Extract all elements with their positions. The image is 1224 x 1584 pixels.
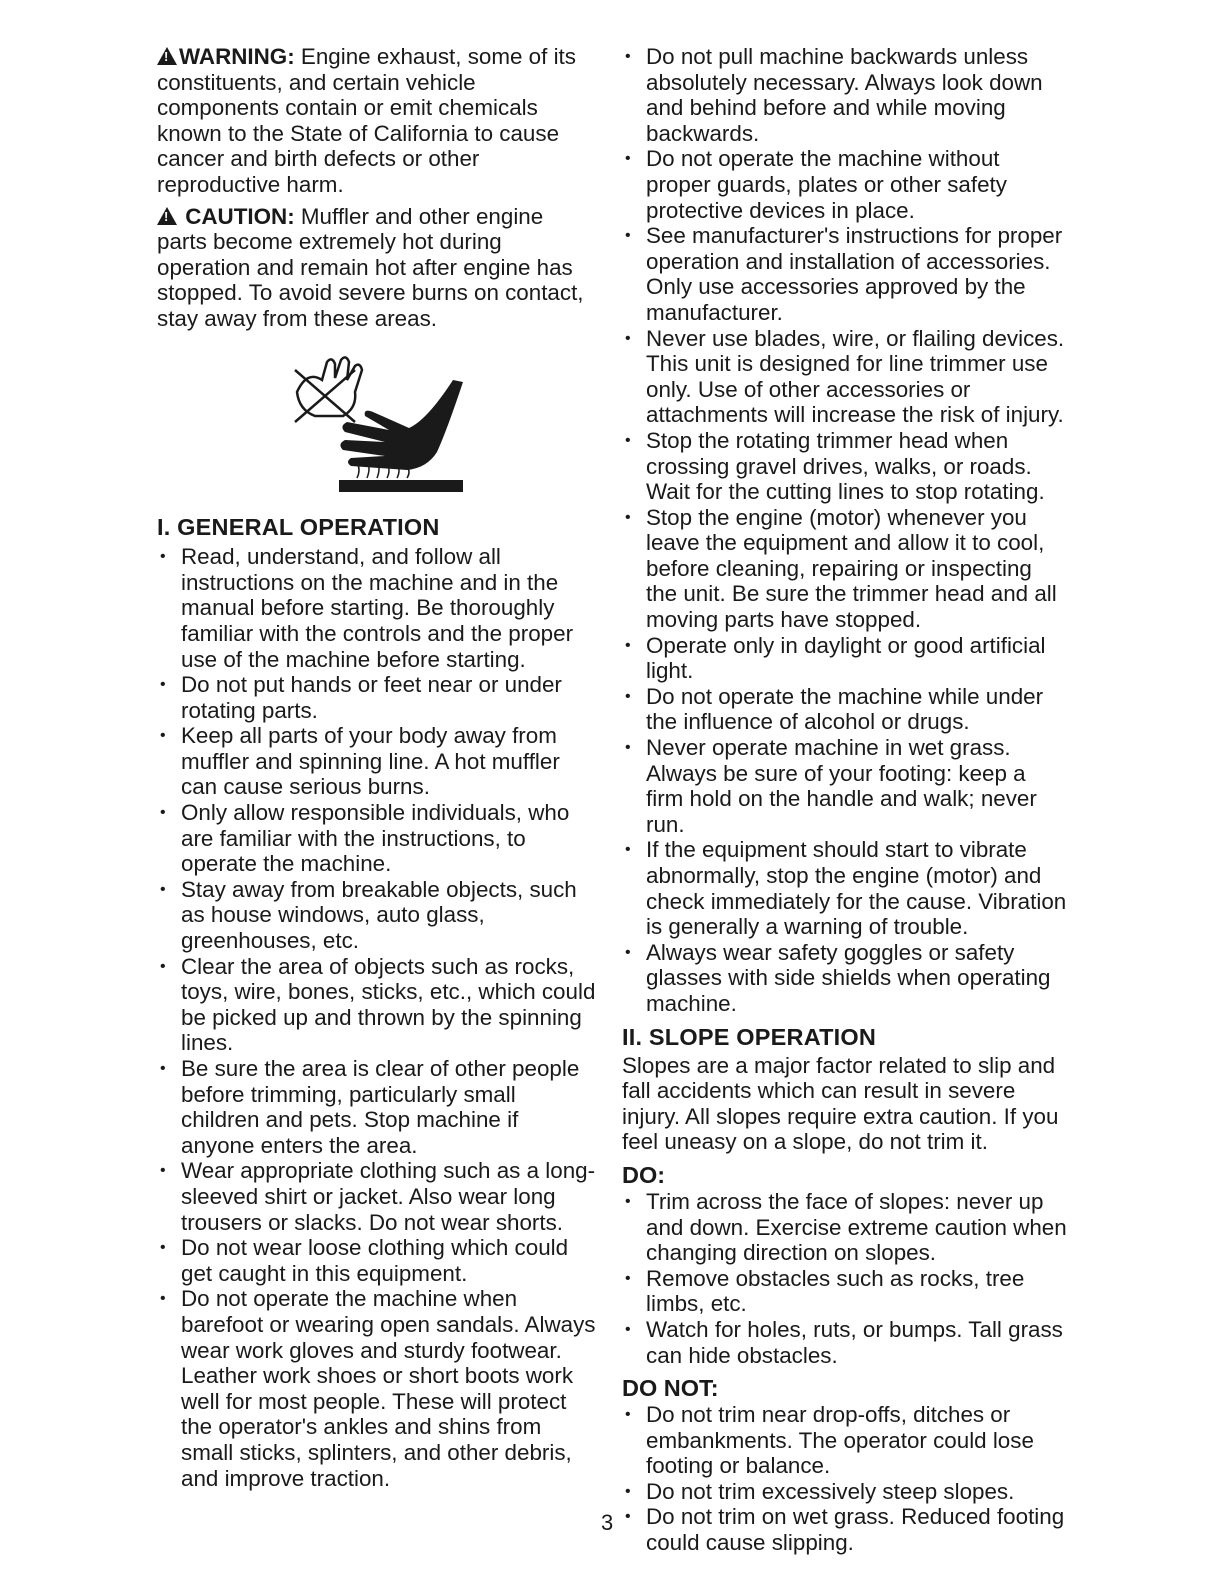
list-item: • Stop the rotating trimmer head when crossing gravel drives, walks, or roads. Wait for the cutting lines to stop rotating.: [622, 428, 1067, 505]
list-item: • Remove obstacles such as rocks, tree limbs, etc.: [622, 1266, 1067, 1317]
list-item: • Only allow responsible individuals, who are familiar with the instructions, to operate the machine.: [157, 800, 597, 877]
list-item: • Do not wear loose clothing which could get caught in this equipment.: [157, 1235, 597, 1286]
list-item: • Operate only in daylight or good artificial light.: [622, 633, 1067, 684]
do-not-list: [622, 1402, 1067, 1556]
page-number: 3: [601, 1510, 614, 1535]
list-item: • Wear appropriate clothing such as a long-sleeved shirt or jacket. Also wear long trousers or slacks. Do not wear shorts.: [157, 1158, 597, 1235]
warning-triangle-icon: [157, 47, 177, 65]
slope-operation-heading: II. SLOPE OPERATION: [622, 1023, 877, 1050]
list-item: • If the equipment should start to vibrate abnormally, stop the engine (motor) and check immediately for the cause. Vibration is generally a warning of trouble.: [622, 837, 1067, 939]
list-item: • Do not operate the machine when barefoot or wearing open sandals. Always wear work gloves and sturdy footwear. Leather work shoes or short boots work well for most people. These will protect the operator's ankles and shins from small sticks, splinters, and other debris, and improve traction.: [157, 1286, 597, 1491]
general-operation-heading: I. GENERAL OPERATION: [157, 514, 440, 541]
list-item: • Do not operate the machine without proper guards, plates or other safety protective devices in place.: [622, 146, 1067, 223]
right-column: [622, 44, 1067, 1556]
list-item: • Never use blades, wire, or flailing devices. This unit is designed for line trimmer use only. Use of other accessories or attachments will increase the risk of injury.: [622, 326, 1067, 428]
warning-paragraph: [157, 44, 597, 198]
list-item: • Read, understand, and follow all instructions on the machine and in the manual before starting. Be thoroughly familiar with the controls and the proper use of the machine before starting.: [157, 544, 597, 672]
warning-label: WARNING:: [179, 44, 295, 69]
list-item: • See manufacturer's instructions for proper operation and installation of accessories. Only use accessories approved by the manufacturer.: [622, 223, 1067, 325]
list-item: • Always wear safety goggles or safety glasses with side shields when operating machine.: [622, 940, 1067, 1017]
caution-label: CAUTION:: [179, 203, 295, 229]
list-item: • Watch for holes, ruts, or bumps. Tall grass can hide obstacles.: [622, 1317, 1067, 1368]
do-heading: DO:: [622, 1161, 666, 1188]
list-item: • Stay away from breakable objects, such as house windows, auto glass, greenhouses, etc.: [157, 877, 597, 954]
warning-text: Engine exhaust, some of its constituents, and certain vehicle components contain or emit chemicals known to the State of California to cause cancer and birth defects or other reproductive harm.: [157, 44, 576, 197]
list-item: • Never operate machine in wet grass. Always be sure of your footing: keep a firm hold on the handle and walk; never run.: [622, 735, 1067, 837]
list-item: • Clear the area of objects such as rocks, toys, wire, bones, sticks, etc., which could be picked up and thrown by the spinning lines.: [157, 954, 597, 1056]
hot-surface-hand-icon: [277, 350, 477, 500]
do-not-heading: DO NOT:: [622, 1375, 719, 1402]
caution-text: Muffler and other engine parts become extremely hot during operation and remain hot after engine has stopped. To avoid severe burns on contact, stay away from these areas.: [157, 203, 584, 331]
list-item: • Do not pull machine backwards unless absolutely necessary. Always look down and behind before and while moving backwards.: [622, 44, 1067, 146]
list-item: • Be sure the area is clear of other people before trimming, particularly small children and pets. Stop machine if anyone enters the area.: [157, 1056, 597, 1158]
list-item: • Do not trim on wet grass. Reduced footing could cause slipping.: [622, 1504, 1067, 1555]
general-operation-list: [157, 544, 597, 1491]
caution-paragraph: [157, 204, 597, 332]
list-item: • Stop the engine (motor) whenever you leave the equipment and allow it to cool, before cleaning, repairing or inspecting the unit. Be sure the trimmer head and all moving parts have stopped.: [622, 505, 1067, 633]
list-item: • Do not put hands or feet near or under rotating parts.: [157, 672, 597, 723]
list-item: • Do not operate the machine while under the influence of alcohol or drugs.: [622, 684, 1067, 735]
left-column: [157, 44, 597, 1491]
do-list: [622, 1189, 1067, 1368]
slope-intro: Slopes are a major factor related to slip and fall accidents which can result in severe injury. All slopes require extra caution. If you feel uneasy on a slope, do not trim it.: [622, 1052, 1059, 1155]
list-item: • Keep all parts of your body away from muffler and spinning line. A hot muffler can cause serious burns.: [157, 723, 597, 800]
list-item: • Do not trim excessively steep slopes.: [622, 1479, 1067, 1505]
list-item: • Trim across the face of slopes: never up and down. Exercise extreme caution when changing direction on slopes.: [622, 1189, 1067, 1266]
caution-triangle-icon: [157, 207, 177, 225]
list-item: • Do not trim near drop-offs, ditches or embankments. The operator could lose footing or balance.: [622, 1402, 1067, 1479]
general-operation-list-continued: [622, 44, 1067, 1017]
